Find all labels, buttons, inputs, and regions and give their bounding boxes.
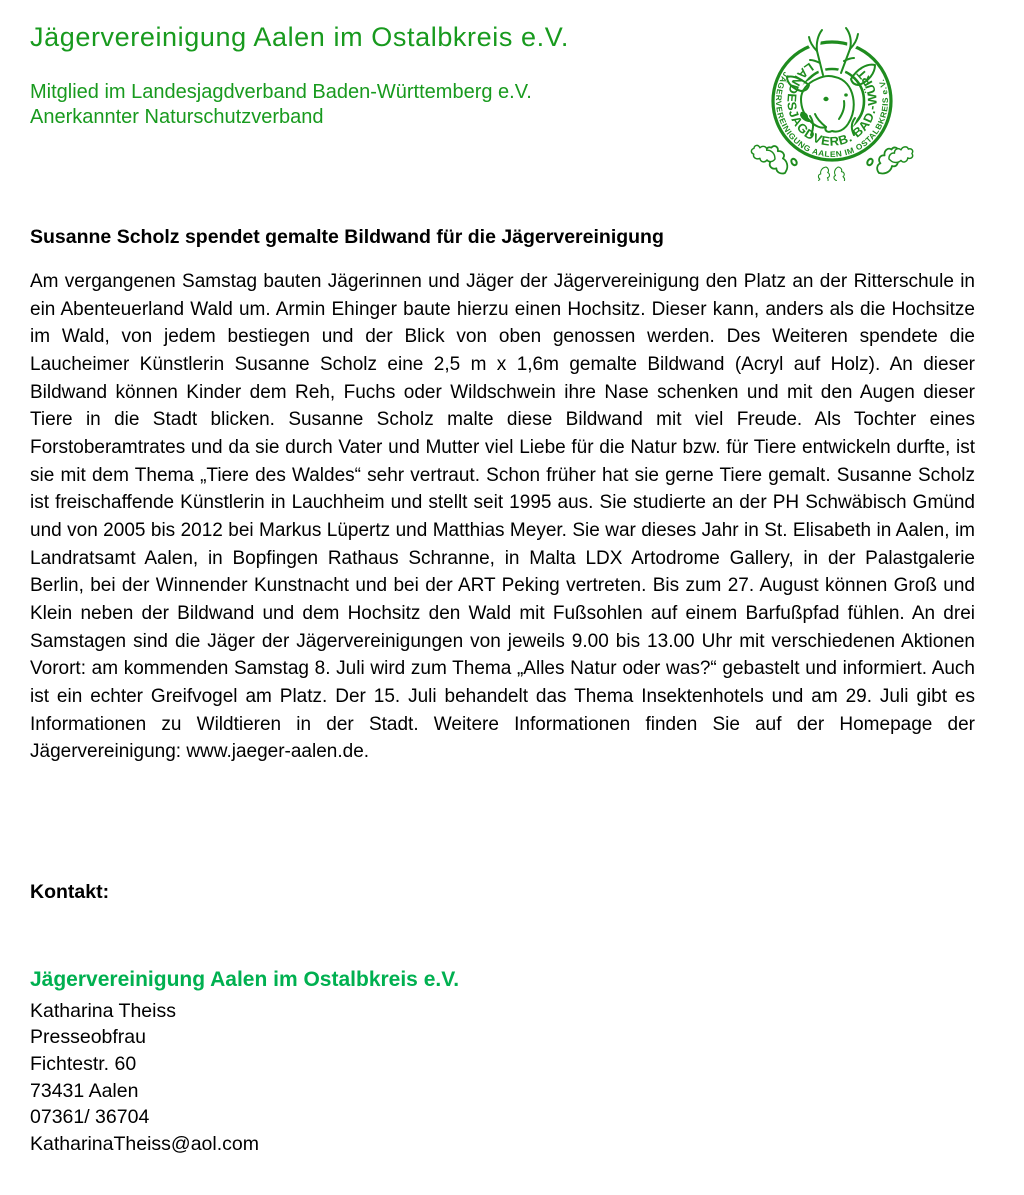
page-title: Jägervereinigung Aalen im Ostalbkreis e.V.: [30, 22, 569, 52]
association-seal-logo: [747, 23, 917, 181]
article-body: Am vergangenen Samstag bauten Jägerinnen und Jäger der Jägervereinigung den Platz an der Ritterschule in ein Abenteuerland Wald um. Armin Ehinger baute hierzu einen Hochsitz. Dieser kann, anders als die Hochsitze im Wald, von jedem bestiegen und der Blick von oben genossen werden. Des Weiteren spendete die Laucheimer Künstlerin Susanne Scholz eine 2,5 m x 1,6m gemalte Bildwand (Acryl auf Holz). An dieser Bildwand können Kinder dem Reh, Fuchs oder Wildschwein ihre Nase schenken und mit den Augen dieser Tiere in die Stadt blicken. Susanne Scholz malte diese Bildwand mit viel Freude. Als Tochter eines Forstoberamtrates und da sie durch Vater und Mutter viel Liebe für die Natur bzw. für Tiere entwickeln durfte, ist sie mit dem Thema „Tiere des Waldes“ sehr vertraut. Schon früher hat sie gerne Tiere gemalt. Susanne Scholz ist freischaffende Künstlerin in Lauchheim und stellt seit 1995 aus. Sie studierte an der PH Schwäbisch Gmünd und von 2005 bis 2012 bei Markus Lüpertz und Matthias Meyer. Sie war dieses Jahr in St. Elisabeth in Aalen, im Landratsamt Aalen, in Bopfingen Rathaus Schranne, in Malta LDX Artodrome Gallery, in der Palastgalerie Berlin, bei der Winnender Kunstnacht und bei der ART Peking vertreten. Bis zum 27. August können Groß und Klein neben der Bildwand und dem Hochsitz den Wald mit Fußsohlen auf einem Barfußpfad fühlen. An drei Samstagen sind die Jäger der Jägervereinigungen von jeweils 9.00 bis 13.00 Uhr mit verschiedenen Aktionen Vorort: am kommenden Samstag 8. Juli wird zum Thema „Alles Natur oder was?“ gebastelt und informiert. Auch ist ein echter Greifvogel am Platz. Der 15. Juli behandelt das Thema Insektenhotels und am 29. Juli gibt es Informationen zu Wildtieren in der Stadt. Weitere Informationen finden Sie auf der Homepage der Jägervereinigung: www.jaeger-aalen.de.: [30, 271, 975, 763]
contact-person-role: Presseobfrau: [30, 1026, 146, 1049]
subtitle-line-membership: Mitglied im Landesjagdverband Baden-Württemberg e.V.: [30, 81, 532, 103]
contact-phone: 07361/ 36704: [30, 1106, 150, 1129]
seal-outer-ring-text: JÄGERVEREINIGUNG AALEN IM OSTALBKREIS e.V.: [773, 70, 891, 160]
oak-leaves-left-icon: [749, 142, 798, 177]
oak-leaves-center-icon: [817, 166, 846, 181]
contact-email: KatharinaTheiss@aol.com: [30, 1132, 259, 1155]
seal-inner-ring-text: LANDESJAGDVERB. BAD.-WÜRT.: [784, 59, 880, 149]
contact-section: [30, 881, 975, 1158]
contact-org-name: Jägervereinigung Aalen im Ostalbkreis e.V.: [30, 967, 460, 991]
contact-street: Fichtestr. 60: [30, 1053, 137, 1075]
article: [30, 226, 975, 766]
contact-person-name: Katharina Theiss: [30, 999, 176, 1022]
letterhead: [30, 22, 975, 160]
subtitle-line-conservation: Anerkannter Naturschutzverband: [30, 106, 324, 128]
contact-city: 73431 Aalen: [30, 1079, 139, 1102]
article-headline: Susanne Scholz spendet gemalte Bildwand für die Jägervereinigung: [30, 226, 664, 248]
contact-details: [30, 998, 975, 1158]
contact-heading: Kontakt:: [30, 880, 110, 903]
oak-leaves-right-icon: [866, 143, 915, 178]
